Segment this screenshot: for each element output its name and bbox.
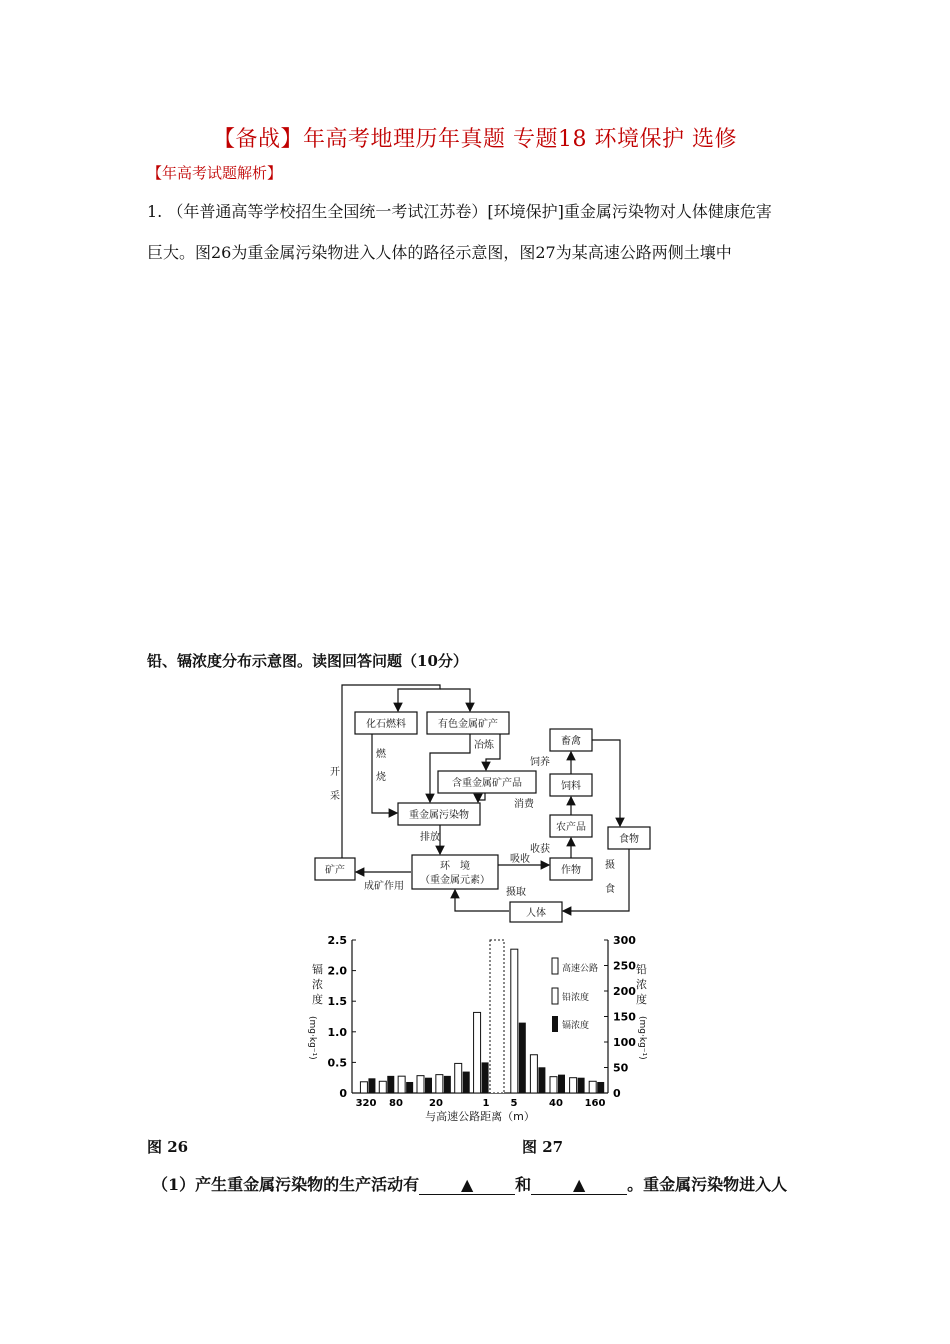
left-axis-label-2: 浓 bbox=[312, 978, 323, 991]
bar-cadmium bbox=[425, 1078, 432, 1093]
edge-emit: 排放 bbox=[420, 832, 440, 843]
left-axis-label-3: 度 bbox=[312, 993, 323, 1006]
label-fossil-fuel: 化石燃料 bbox=[366, 719, 406, 730]
left-tick-label: 1.0 bbox=[327, 1025, 347, 1039]
edge-harvest: 收获 bbox=[530, 844, 550, 855]
x-tick-label: 80 bbox=[389, 1098, 403, 1109]
right-tick-label: 100 bbox=[613, 1036, 636, 1049]
right-axis-label-1: 铅 bbox=[636, 963, 647, 976]
bar-cadmium bbox=[406, 1082, 413, 1093]
edge-intake: 摄取 bbox=[506, 887, 526, 898]
bar-cadmium bbox=[463, 1072, 470, 1093]
left-axis-label-1: 镉 bbox=[312, 963, 323, 976]
label-agri-products: 农产品 bbox=[556, 822, 586, 833]
bar-cadmium bbox=[482, 1062, 489, 1093]
figure-26-diagram bbox=[300, 675, 660, 925]
bar-lead bbox=[550, 1077, 557, 1093]
subquestion-1-suffix: 。重金属污染物进入人 bbox=[627, 1175, 788, 1194]
bar-lead bbox=[379, 1081, 386, 1093]
legend-highway: 高速公路 bbox=[562, 964, 599, 974]
figure-27-chart bbox=[290, 928, 670, 1128]
edge-burn-2: 烧 bbox=[376, 772, 386, 783]
x-tick-label: 320 bbox=[355, 1098, 377, 1109]
right-tick-label: 300 bbox=[613, 934, 636, 947]
right-axis-label-2: 浓 bbox=[636, 978, 647, 991]
edge-smelt: 冶炼 bbox=[474, 740, 494, 751]
right-tick-label: 0 bbox=[613, 1087, 621, 1100]
bar-lead bbox=[360, 1082, 367, 1093]
question-1-line-1: 1. （年普通高等学校招生全国统一考试江苏卷）[环境保护]重金属污染物对人体健康危害 bbox=[147, 202, 772, 221]
label-feed: 饲料 bbox=[561, 781, 581, 792]
edge-ore-forming: 成矿作用 bbox=[364, 881, 404, 892]
left-tick-label: 2.0 bbox=[327, 964, 347, 978]
label-pollutant: 重金属污染物 bbox=[409, 810, 469, 821]
bar-lead bbox=[589, 1081, 596, 1093]
question-1-line-2: 巨大。图26为重金属污染物进入人体的路径示意图，图27为某高速公路两侧土壤中 bbox=[147, 243, 732, 262]
left-tick-label: 0 bbox=[339, 1087, 347, 1100]
subquestion-1-prefix: （1）产生重金属污染物的生产活动有 bbox=[152, 1175, 420, 1194]
left-tick-label: 0.5 bbox=[327, 1056, 347, 1070]
section-tag: 【年高考试题解析】 bbox=[147, 164, 283, 182]
bar-lead bbox=[417, 1076, 424, 1093]
edge-mining-2: 采 bbox=[330, 791, 340, 802]
bar-lead bbox=[511, 949, 518, 1093]
left-tick-label: 2.5 bbox=[327, 934, 347, 947]
left-axis-unit: (mg·kg⁻¹) bbox=[307, 1016, 317, 1060]
label-environment-sub: （重金属元素） bbox=[420, 875, 490, 886]
bar-cadmium bbox=[368, 1078, 375, 1093]
bar-lead bbox=[530, 1055, 537, 1093]
bar-cadmium bbox=[538, 1067, 545, 1093]
bar-cadmium bbox=[387, 1076, 394, 1093]
edge-burn-1: 燃 bbox=[376, 749, 386, 760]
page-title: 【备战】年高考地理历年真题 专题18 环境保护 选修 bbox=[213, 127, 737, 152]
label-ore-metal: 有色金属矿产 bbox=[438, 719, 498, 730]
x-tick-label: 5 bbox=[510, 1098, 518, 1109]
edge-absorb: 吸收 bbox=[510, 854, 530, 865]
subquestion-1-and: 和 bbox=[515, 1175, 532, 1194]
x-tick-label: 40 bbox=[549, 1098, 563, 1109]
label-environment: 环 境 bbox=[440, 861, 470, 872]
edge-raise: 饲养 bbox=[530, 757, 550, 768]
highway-band bbox=[490, 940, 504, 1093]
bar-cadmium bbox=[519, 1023, 526, 1093]
edge-mining-1: 开 bbox=[330, 767, 340, 778]
answer-blank-1[interactable]: ▲ bbox=[419, 1176, 515, 1195]
figure-26-label: 图 26 bbox=[147, 1138, 189, 1156]
legend-lead: 铅浓度 bbox=[562, 993, 590, 1003]
bar-lead bbox=[570, 1078, 577, 1093]
bar-cadmium bbox=[597, 1082, 604, 1093]
left-tick-label: 1.5 bbox=[327, 995, 347, 1009]
label-human: 人体 bbox=[526, 908, 546, 919]
edge-eat-1: 摄 bbox=[605, 860, 615, 871]
figure-27-label: 图 27 bbox=[522, 1138, 564, 1156]
bar-lead bbox=[474, 1012, 481, 1093]
x-tick-label: 20 bbox=[429, 1098, 443, 1109]
bar-cadmium bbox=[444, 1076, 451, 1093]
right-tick-label: 200 bbox=[613, 985, 636, 998]
legend-swatch-lead bbox=[552, 988, 558, 1004]
label-livestock: 畜禽 bbox=[561, 736, 581, 747]
answer-blank-2[interactable]: ▲ bbox=[531, 1176, 627, 1195]
edge-consume: 消费 bbox=[514, 799, 534, 810]
right-axis-label-3: 度 bbox=[636, 993, 647, 1006]
x-tick-label: 1 bbox=[482, 1098, 490, 1109]
right-tick-label: 250 bbox=[613, 959, 636, 973]
legend-swatch-highway bbox=[552, 958, 558, 974]
bar-lead bbox=[398, 1076, 405, 1093]
edge-eat-2: 食 bbox=[605, 884, 615, 895]
right-tick-label: 50 bbox=[613, 1061, 629, 1075]
right-axis-unit: (mg·kg⁻¹) bbox=[637, 1016, 647, 1060]
question-1-line-3: 铅、镉浓度分布示意图。读图回答问题（10分） bbox=[147, 652, 468, 670]
legend-swatch-cadmium bbox=[552, 1016, 558, 1032]
label-food: 食物 bbox=[619, 834, 639, 845]
legend-cadmium: 镉浓度 bbox=[562, 1021, 590, 1031]
bar-lead bbox=[455, 1063, 462, 1093]
bar-cadmium bbox=[578, 1078, 585, 1093]
subquestion-1 bbox=[152, 1172, 787, 1195]
label-crops: 作物 bbox=[561, 865, 581, 876]
bar-cadmium bbox=[558, 1075, 565, 1093]
bar-lead bbox=[436, 1075, 443, 1093]
x-axis-title: 与高速公路距离（m） bbox=[425, 1110, 535, 1123]
label-mineral: 矿产 bbox=[325, 865, 345, 876]
label-heavy-products: 含重金属矿产品 bbox=[452, 778, 522, 789]
right-tick-label: 150 bbox=[613, 1010, 636, 1024]
x-tick-label: 160 bbox=[584, 1098, 606, 1109]
